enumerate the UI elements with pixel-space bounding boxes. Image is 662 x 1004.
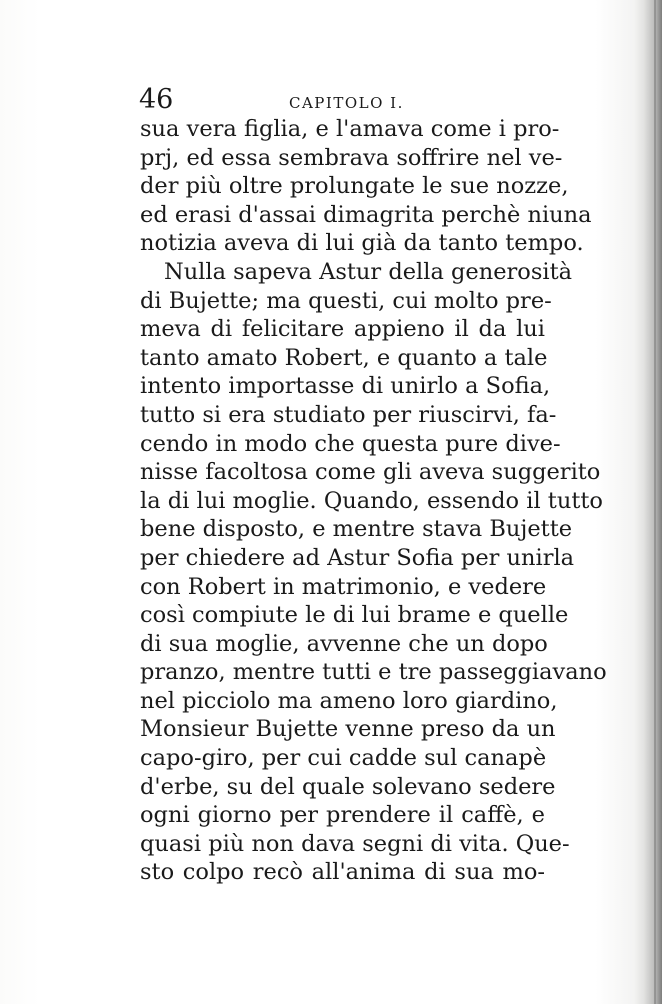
text-line: der più oltre prolungate le sue nozze, bbox=[140, 173, 569, 200]
page-edge-line bbox=[654, 0, 656, 1004]
text-line: tutto si era studiato per riuscirvi, fa- bbox=[140, 401, 557, 428]
text-line: capo-giro, per cui cadde sul canapè bbox=[140, 745, 547, 772]
text-line: quasi più non dava segni di vita. Que- bbox=[140, 830, 570, 857]
text-line: ed erasi d'assai dimagrita perchè niuna bbox=[140, 201, 592, 228]
text-line: per chiedere ad Astur Sofia per unirla bbox=[140, 544, 575, 571]
text-line: notizia aveva di lui già da tanto tempo. bbox=[140, 230, 584, 257]
page-number: 46 bbox=[139, 84, 174, 115]
text-line: pranzo, mentre tutti e tre passeggiavano bbox=[140, 659, 607, 686]
text-line: cendo in modo che questa pure dive- bbox=[140, 430, 561, 457]
text-line: così compiute le di lui brame e quelle bbox=[140, 602, 569, 629]
text-line: la di lui moglie. Quando, essendo il tutto bbox=[140, 487, 603, 514]
text-line: di Bujette; ma questi, cui molto pre- bbox=[140, 287, 552, 314]
text-line: intento importasse di unirlo a Sofia, bbox=[140, 373, 551, 400]
running-head: CAPITOLO I. bbox=[289, 94, 404, 112]
text-line: bene disposto, e mentre stava Bujette bbox=[140, 516, 573, 543]
text-line: nel picciolo ma ameno loro giardino, bbox=[140, 687, 558, 714]
text-line: ogni giorno per prendere il caffè, e bbox=[140, 802, 545, 829]
text-line: sua vera figlia, e l'amava come i pro- bbox=[140, 116, 560, 142]
text-line: meva di felicitare appieno il da lui bbox=[140, 316, 545, 343]
text-line: con Robert in matrimonio, e vedere bbox=[140, 573, 547, 600]
text-line: prj, ed essa sembrava soffrire nel ve- bbox=[140, 144, 563, 171]
body-text bbox=[140, 115, 607, 887]
text-line: Monsieur Bujette venne preso da un bbox=[140, 716, 556, 743]
text-line: sto colpo recò all'anima di sua mo- bbox=[140, 859, 545, 886]
text-line: d'erbe, su del quale solevano sedere bbox=[140, 773, 556, 800]
text-line: tanto amato Robert, e quanto a tale bbox=[140, 344, 548, 371]
text-line: nisse facoltosa come gli aveva suggerito bbox=[140, 459, 601, 486]
text-line: Nulla sapeva Astur della generosità bbox=[164, 258, 573, 285]
page-gutter-shadow bbox=[634, 0, 662, 1004]
text-line: di sua moglie, avvenne che un dopo bbox=[140, 630, 548, 657]
